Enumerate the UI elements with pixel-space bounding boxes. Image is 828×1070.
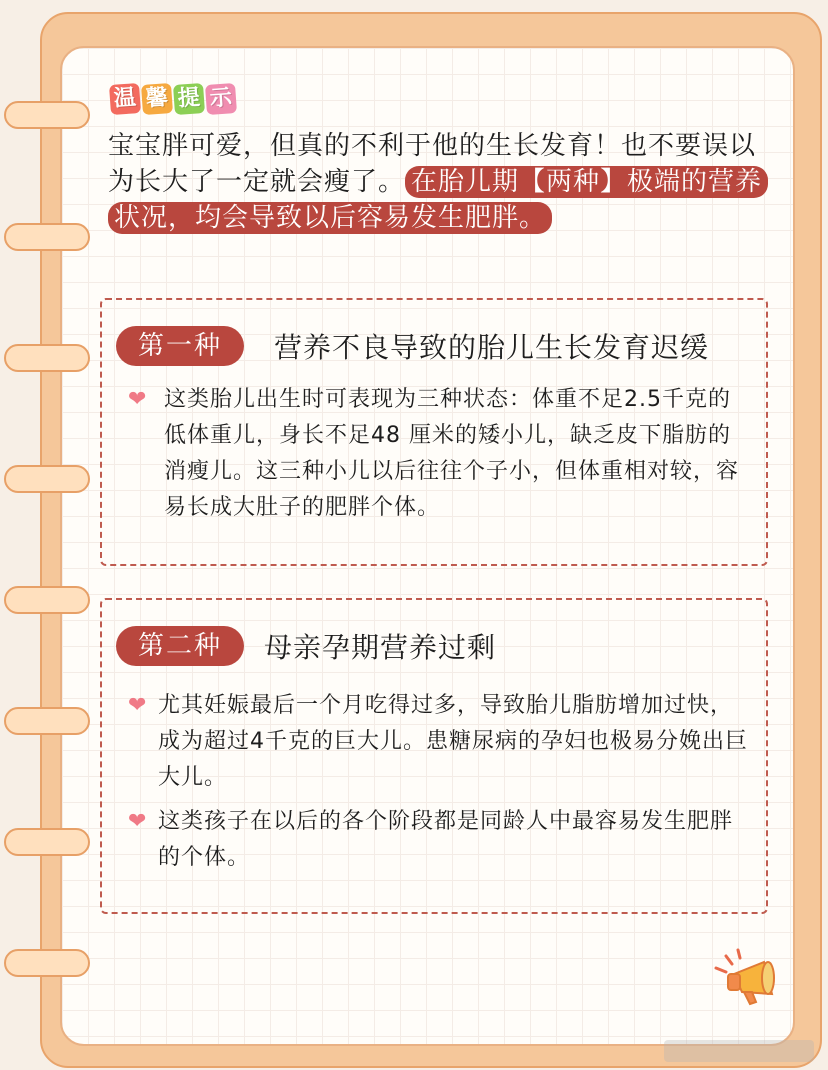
item-text: 尤其妊娠最后一个月吃得过多，导致胎儿脂肪增加过快，成为超过4千克的巨大儿。患糖尿病的孕妇也极易分娩出巨大儿。: [158, 693, 748, 790]
intro-text: 宝宝胖可爱，但真的不利于他的生长发育！也不要误以为长大了一定就会瘦了。: [108, 131, 757, 197]
type-one-title: 营养不良导致的胎儿生长发育迟缓: [274, 331, 710, 364]
type-one-pill: 第一种: [116, 326, 244, 366]
list-item: [128, 804, 748, 876]
watermark: [664, 1040, 814, 1062]
badge-char: 馨: [141, 83, 173, 115]
type-one-card: [100, 298, 768, 566]
binder-ring: [4, 101, 90, 129]
item-text: 这类孩子在以后的各个阶段都是同龄人中最容易发生肥胖的个体。: [158, 809, 734, 870]
card-header: [116, 626, 496, 666]
binder-ring: [4, 344, 90, 372]
binder-ring: [4, 707, 90, 735]
badge-char: 示: [205, 83, 237, 115]
type-two-title: 母亲孕期营养过剩: [264, 631, 497, 664]
megaphone-icon: [712, 948, 784, 1008]
intro-highlight: 在胎儿期【两种】极端的营养状况，均会导致以后容易发生肥胖。: [108, 166, 768, 234]
binder-ring: [4, 586, 90, 614]
binder-ring: [4, 949, 90, 977]
intro-paragraph: [108, 128, 768, 236]
binder-ring: [4, 828, 90, 856]
type-two-pill: 第二种: [116, 626, 244, 666]
tips-badge: [110, 84, 236, 114]
badge-char: 温: [109, 83, 141, 115]
badge-char: 提: [173, 83, 205, 115]
heart-icon: ❤: [128, 809, 147, 834]
binder-ring: [4, 465, 90, 493]
list-item: [128, 688, 748, 796]
item-text: 这类胎儿出生时可表现为三种状态：体重不足2.5千克的低体重儿，身长不足48 厘米的矮小儿，缺乏皮下脂肪的消瘦儿。这三种小儿以后往往个子小，但体重相对较，容易长成大肚子的肥胖个体。: [164, 387, 740, 520]
heart-icon: ❤: [128, 387, 147, 412]
card-header: [116, 326, 709, 366]
list-item: [128, 382, 748, 526]
binder-ring: [4, 223, 90, 251]
heart-icon: ❤: [128, 693, 147, 718]
type-two-card: [100, 598, 768, 914]
